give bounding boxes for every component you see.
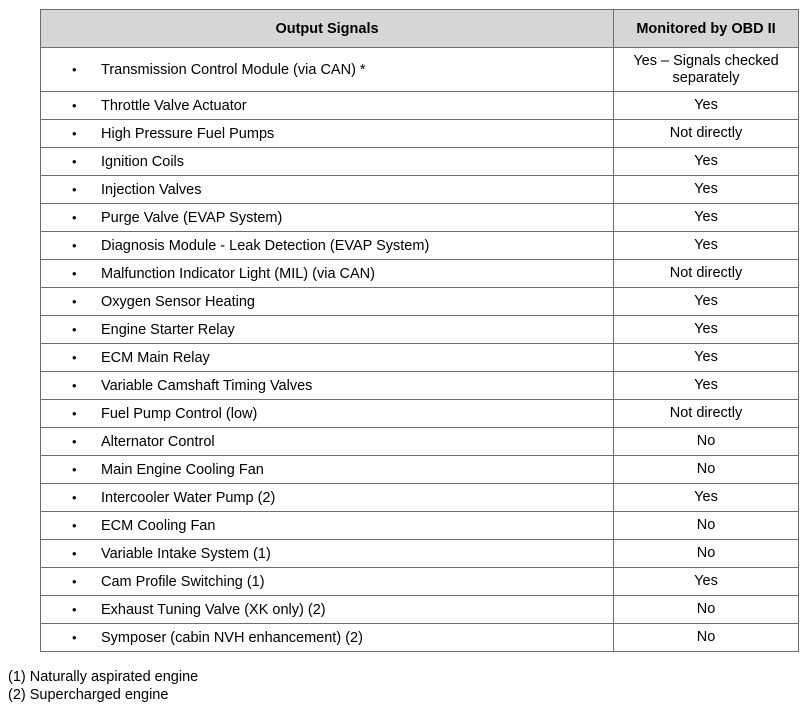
table-row <box>41 92 799 120</box>
output-signal-cell <box>41 400 614 428</box>
table-row <box>41 400 799 428</box>
table-row <box>41 428 799 456</box>
output-signal-label: ECM Main Relay <box>101 349 210 366</box>
output-signal-cell <box>41 48 614 92</box>
bullet-icon: • <box>72 97 77 113</box>
output-signal-label: Transmission Control Module (via CAN) * <box>101 61 366 78</box>
output-signal-cell <box>41 372 614 400</box>
output-signal-label: Cam Profile Switching (1) <box>101 573 265 590</box>
output-signal-cell <box>41 120 614 148</box>
obd-monitored-cell: Yes <box>614 316 799 344</box>
output-signal-label: Symposer (cabin NVH enhancement) (2) <box>101 629 363 646</box>
bullet-icon: • <box>72 601 77 617</box>
output-signal-label: Malfunction Indicator Light (MIL) (via CAN) <box>101 265 375 282</box>
bullet-icon: • <box>72 237 77 253</box>
output-signal-cell <box>41 456 614 484</box>
output-signal-label: Injection Valves <box>101 181 202 198</box>
output-signal-cell <box>41 92 614 120</box>
output-signal-cell <box>41 344 614 372</box>
output-signal-label: Purge Valve (EVAP System) <box>101 209 283 226</box>
obd-monitored-cell: Not directly <box>614 400 799 428</box>
bullet-icon: • <box>72 461 77 477</box>
table-row <box>41 568 799 596</box>
table-row <box>41 484 799 512</box>
bullet-icon: • <box>72 321 77 337</box>
output-signal-label: Fuel Pump Control (low) <box>101 405 258 422</box>
obd-monitored-cell: No <box>614 596 799 624</box>
bullet-icon: • <box>72 265 77 281</box>
obd-monitored-cell: Yes <box>614 568 799 596</box>
obd-monitored-cell: Not directly <box>614 120 799 148</box>
output-signal-cell <box>41 624 614 652</box>
table-row <box>41 260 799 288</box>
bullet-icon: • <box>72 153 77 169</box>
output-signal-cell <box>41 288 614 316</box>
output-signal-label: Oxygen Sensor Heating <box>101 293 255 310</box>
footnotes <box>8 669 198 704</box>
obd-monitored-cell: Yes <box>614 484 799 512</box>
obd-monitored-cell: No <box>614 428 799 456</box>
output-signal-label: Variable Camshaft Timing Valves <box>101 377 313 394</box>
table-row <box>41 512 799 540</box>
bullet-icon: • <box>72 573 77 589</box>
footnote-1: (1) Naturally aspirated engine <box>8 669 199 685</box>
output-signal-label: Engine Starter Relay <box>101 321 235 338</box>
table-row <box>41 120 799 148</box>
header-monitored-by-obd: Monitored by OBD II <box>614 10 799 48</box>
output-signal-label: Ignition Coils <box>101 153 185 170</box>
table-row <box>41 540 799 568</box>
output-signal-cell <box>41 428 614 456</box>
bullet-icon: • <box>72 125 77 141</box>
output-signal-label: Alternator Control <box>101 433 215 450</box>
output-signal-cell <box>41 148 614 176</box>
output-signal-cell <box>41 232 614 260</box>
bullet-icon: • <box>72 489 77 505</box>
output-signal-cell <box>41 316 614 344</box>
bullet-icon: • <box>72 517 77 533</box>
output-signal-label: Exhaust Tuning Valve (XK only) (2) <box>101 601 326 618</box>
obd-monitored-cell: Yes <box>614 148 799 176</box>
table-header-row <box>41 10 799 48</box>
table-row <box>41 372 799 400</box>
header-output-signals: Output Signals <box>41 10 614 48</box>
obd-monitored-cell: Yes <box>614 92 799 120</box>
obd-monitored-cell: Yes – Signals checked separately <box>614 48 799 92</box>
bullet-icon: • <box>72 405 77 421</box>
bullet-icon: • <box>72 209 77 225</box>
output-signal-label: Main Engine Cooling Fan <box>101 461 264 478</box>
table-row <box>41 624 799 652</box>
table-body <box>41 48 799 652</box>
obd-monitored-cell: Yes <box>614 176 799 204</box>
output-signal-label: Variable Intake System (1) <box>101 545 271 562</box>
output-signal-label: ECM Cooling Fan <box>101 517 216 534</box>
table-row <box>41 288 799 316</box>
obd-monitored-cell: Yes <box>614 288 799 316</box>
output-signal-label: Intercooler Water Pump (2) <box>101 489 276 506</box>
output-signal-cell <box>41 176 614 204</box>
bullet-icon: • <box>72 61 77 77</box>
output-signal-label: High Pressure Fuel Pumps <box>101 125 275 142</box>
output-signal-cell <box>41 204 614 232</box>
output-signal-label: Diagnosis Module - Leak Detection (EVAP System) <box>101 237 430 254</box>
bullet-icon: • <box>72 377 77 393</box>
bullet-icon: • <box>72 629 77 645</box>
output-signals-table <box>40 9 799 652</box>
obd-monitored-cell: Yes <box>614 372 799 400</box>
bullet-icon: • <box>72 181 77 197</box>
table-row <box>41 48 799 92</box>
obd-monitored-cell: Yes <box>614 344 799 372</box>
obd-monitored-cell: Yes <box>614 204 799 232</box>
obd-monitored-cell: Yes <box>614 232 799 260</box>
obd-monitored-cell: No <box>614 456 799 484</box>
table-row <box>41 232 799 260</box>
bullet-icon: • <box>72 433 77 449</box>
footnote-2: (2) Supercharged engine <box>8 686 169 703</box>
obd-monitored-cell: Not directly <box>614 260 799 288</box>
output-signal-cell <box>41 596 614 624</box>
output-signal-cell <box>41 540 614 568</box>
table-row <box>41 148 799 176</box>
table-row <box>41 596 799 624</box>
output-signal-cell <box>41 260 614 288</box>
bullet-icon: • <box>72 545 77 561</box>
table-row <box>41 344 799 372</box>
output-signal-cell <box>41 512 614 540</box>
bullet-icon: • <box>72 293 77 309</box>
output-signal-cell <box>41 484 614 512</box>
obd-monitored-cell: No <box>614 512 799 540</box>
table-row <box>41 316 799 344</box>
table-row <box>41 456 799 484</box>
table-row <box>41 204 799 232</box>
output-signal-label: Throttle Valve Actuator <box>101 97 247 114</box>
bullet-icon: • <box>72 349 77 365</box>
obd-monitored-cell: No <box>614 624 799 652</box>
output-signal-cell <box>41 568 614 596</box>
obd-monitored-cell: No <box>614 540 799 568</box>
table-row <box>41 176 799 204</box>
